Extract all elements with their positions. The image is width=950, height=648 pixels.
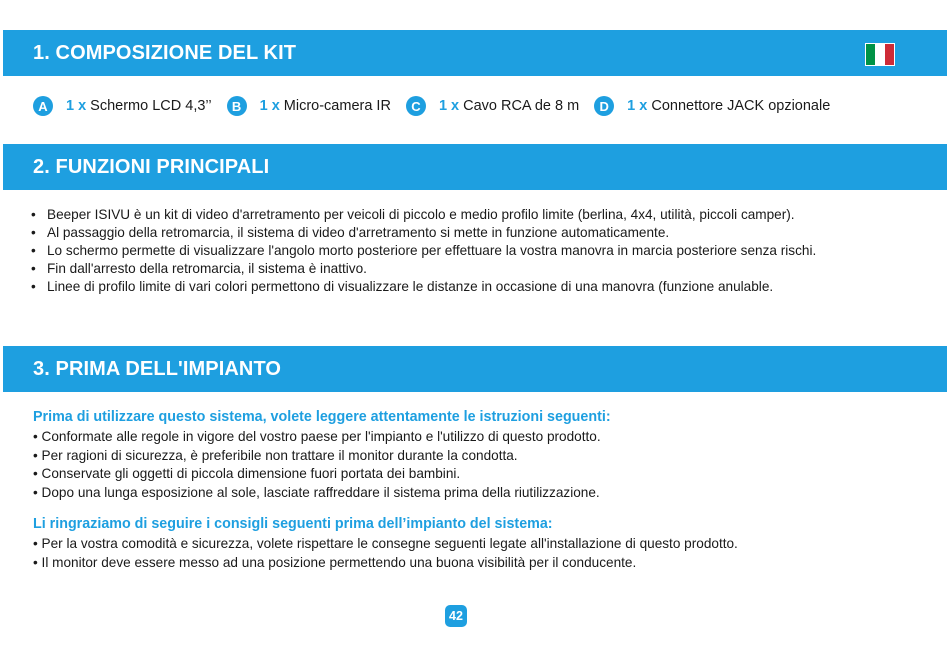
kit-item-d	[594, 96, 830, 116]
letter-badge-b: B	[227, 96, 247, 116]
list-item: • Lo schermo permette di visualizzare l'angolo morto posteriore per effettuare la vostra manovra in marcia posteriore senza rischi.	[31, 242, 901, 260]
list-item: • Dopo una lunga esposizione al sole, lasciate raffreddare il sistema prima della riutilizzazione.	[33, 484, 601, 503]
letter-badge-d: D	[594, 96, 614, 116]
advice-list	[33, 535, 738, 572]
kit-qty: 1 x	[438, 98, 460, 114]
list-item: • Linee di profilo limite di vari colori permettono di visualizzare le distanze in occasione di una manovra (funzione anulable.	[31, 278, 901, 296]
kit-contents	[33, 96, 845, 116]
section-header-kit	[3, 30, 947, 76]
kit-qty: 1 x	[627, 98, 648, 114]
kit-item-b	[227, 96, 391, 116]
kit-item-text: Cavo RCA de 8 m	[463, 98, 580, 114]
kit-item-text: Micro-camera IR	[283, 98, 391, 114]
kit-qty: 1 x	[259, 98, 280, 114]
letter-badge-a: A	[33, 96, 53, 116]
kit-qty: 1 x	[66, 98, 87, 114]
list-item: • Beeper ISIVU è un kit di video d'arretramento per veicoli di piccolo e medio profilo limite (berlina, 4x4, utilità, piccoli camper).	[31, 206, 901, 224]
list-item: • Conservate gli oggetti di piccola dimensione fuori portata dei bambini.	[33, 465, 601, 484]
list-item: • Il monitor deve essere messo ad una posizione permettendo una buona visibilità per il conducente.	[33, 554, 738, 573]
section-title: 2. FUNZIONI PRINCIPALI	[33, 155, 270, 178]
section-title: 1. COMPOSIZIONE DEL KIT	[33, 41, 297, 64]
kit-item-a	[33, 96, 212, 116]
instructions-heading: Prima di utilizzare questo sistema, volete leggere attentamente le istruzioni seguenti:	[33, 409, 611, 425]
list-item: • Conformate alle regole in vigore del vostro paese per l'impianto e l'utilizzo di questo prodotto.	[33, 428, 601, 447]
kit-item-c	[406, 96, 579, 116]
advice-heading: Li ringraziamo di seguire i consigli seguenti prima dell’impianto del sistema:	[33, 516, 553, 532]
list-item: • Per la vostra comodità e sicurezza, volete rispettare le consegne seguenti legate all'installazione di questo prodotto.	[33, 535, 738, 554]
section-title: 3. PRIMA DELL'IMPIANTO	[33, 357, 282, 380]
letter-badge-c: C	[406, 96, 426, 116]
list-item: • Fin dall'arresto della retromarcia, il sistema è inattivo.	[31, 260, 901, 278]
functions-list	[31, 206, 901, 296]
list-item: • Al passaggio della retromarcia, il sistema di video d'arretramento si mette in funzione automaticamente.	[31, 224, 901, 242]
kit-item-text: Connettore JACK opzionale	[651, 98, 831, 114]
section-header-installation	[3, 346, 947, 392]
list-item: • Per ragioni di sicurezza, è preferibile non trattare il monitor durante la condotta.	[33, 447, 601, 466]
instructions-list	[33, 428, 601, 502]
section-header-functions	[3, 144, 947, 190]
kit-item-text: Schermo LCD 4,3’’	[90, 98, 212, 114]
italy-flag-icon	[865, 43, 895, 66]
page-number: 42	[445, 605, 467, 627]
